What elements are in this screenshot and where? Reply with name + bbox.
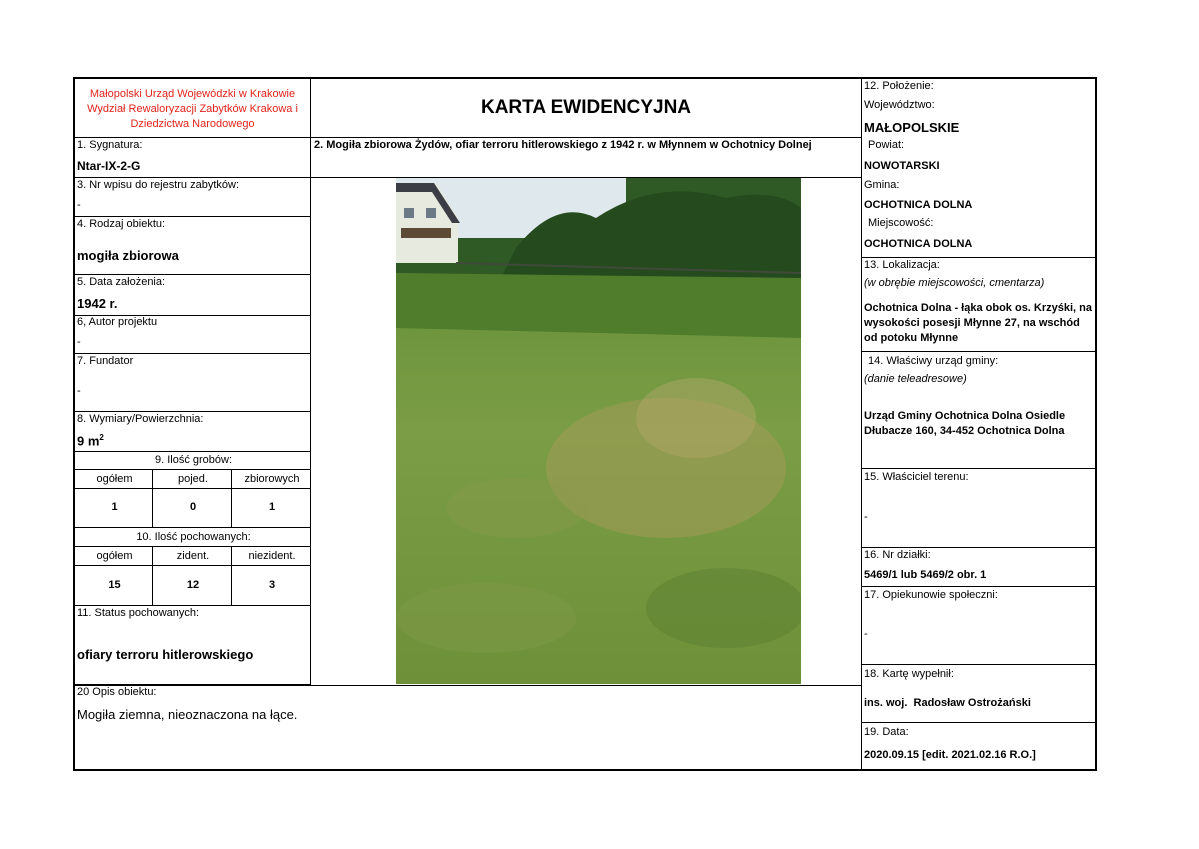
- founded-value: 1942 r.: [77, 296, 118, 311]
- date-value: 2020.09.15 [edit. 2021.02.16 R.O.]: [864, 749, 1036, 761]
- localization-value: Ochotnica Dolna - łąka obok os. Krzyśki, na wysokości posesji Młynne 27, na wschód od potoku Młynne: [864, 302, 1093, 344]
- owner-value: -: [864, 511, 868, 523]
- voivodeship-label: Województwo:: [864, 99, 935, 111]
- county-value: NOWOTARSKI: [864, 160, 940, 172]
- guardians-field: [862, 587, 1095, 665]
- founder-label: 7. Fundator: [77, 355, 134, 367]
- author-value: -: [77, 336, 81, 348]
- register-field: [75, 178, 311, 217]
- founded-field: [75, 275, 311, 315]
- buried-header-unidentified: niezident.: [232, 547, 311, 566]
- buried-value-identified: 12: [153, 566, 232, 606]
- graves-title: 9. Ilość grobów:: [75, 452, 311, 470]
- register-label: 3. Nr wpisu do rejestru zabytków:: [77, 179, 240, 191]
- graves-value-collective: 1: [232, 489, 311, 528]
- guardians-value: -: [864, 628, 868, 640]
- town-value: OCHOTNICA DOLNA: [864, 238, 973, 250]
- author-label: 6, Autor projektu: [77, 316, 158, 328]
- photo-area: [311, 178, 862, 685]
- office-hint: (danie teleadresowe): [864, 373, 967, 385]
- institution-name: Małopolski Urząd Wojewódzki w Krakowie Wydział Rewaloryzacji Zabytków Krakowa i Dziedzictwa Narodowego: [75, 79, 311, 138]
- filled-by-label: 18. Kartę wypełnił:: [864, 668, 954, 680]
- dimensions-label: 8. Wymiary/Powierzchnia:: [77, 413, 204, 425]
- office-label: 14. Właściwy urząd gminy:: [868, 355, 999, 367]
- county-label: Powiat:: [868, 139, 905, 151]
- date-label: 19. Data:: [864, 726, 909, 738]
- localization-label: 13. Lokalizacja:: [864, 259, 940, 271]
- description-value: Mogiła ziemna, nieoznaczona na łące.: [77, 707, 298, 722]
- status-field: [75, 606, 311, 685]
- object-name: 2. Mogiła zbiorowa Żydów, ofiar terroru hitlerowskiego z 1942 r. w Młynnem w Ochotnicy Dolnej: [311, 138, 862, 178]
- object-type-value: mogiła zbiorowa: [77, 248, 179, 263]
- date-field: [862, 723, 1095, 769]
- guardians-label: 17. Opiekunowie społeczni:: [864, 589, 998, 601]
- description-label: 20 Opis obiektu:: [77, 686, 157, 698]
- parcel-field: [862, 548, 1095, 587]
- signature-field: [75, 138, 311, 178]
- town-label: Miejscowość:: [868, 217, 934, 229]
- graves-value-single: 0: [153, 489, 232, 528]
- localization-field: [862, 257, 1095, 352]
- buried-value-unidentified: 3: [232, 566, 311, 606]
- dimensions-value: 9 $m^2$: [77, 433, 104, 449]
- object-type-label: 4. Rodzaj obiektu:: [77, 218, 166, 230]
- owner-label: 15. Właściciel terenu:: [864, 471, 969, 483]
- buried-value-total: 15: [75, 566, 153, 606]
- filled-by-field: [862, 665, 1095, 723]
- author-field: [75, 315, 311, 354]
- object-type-field: [75, 217, 311, 275]
- dimensions-field: [75, 412, 311, 452]
- description-field: [75, 685, 862, 771]
- graves-value-total: 1: [75, 489, 153, 528]
- buried-title: 10. Ilość pochowanych:: [75, 528, 311, 547]
- card-title: KARTA EWIDENCYJNA: [480, 97, 692, 118]
- buried-header-total: ogółem: [75, 547, 153, 566]
- founder-field: [75, 354, 311, 412]
- buried-header-identified: zident.: [153, 547, 232, 566]
- record-card: [73, 77, 1097, 771]
- signature-label: 1. Sygnatura:: [77, 139, 143, 151]
- location-label: 12. Położenie:: [864, 80, 934, 92]
- parcel-value: 5469/1 lub 5469/2 obr. 1: [864, 569, 987, 581]
- grave-photo: [396, 178, 801, 684]
- office-field: [862, 352, 1095, 469]
- founder-value: -: [77, 385, 81, 397]
- commune-value: OCHOTNICA DOLNA: [864, 199, 973, 211]
- graves-header-collective: zbiorowych: [232, 470, 311, 489]
- voivodeship-value: MAŁOPOLSKIE: [864, 120, 960, 135]
- localization-hint: (w obrębie miejscowości, cmentarza): [864, 277, 1045, 289]
- location-field: [862, 79, 1095, 257]
- office-value: Urząd Gminy Ochotnica Dolna Osiedle Dłubacze 160, 34-452 Ochotnica Dolna: [864, 410, 1066, 437]
- filled-by-value: ins. woj. Radosław Ostrożański: [864, 697, 1031, 709]
- register-value: -: [77, 199, 81, 211]
- graves-header-single: pojed.: [153, 470, 232, 489]
- parcel-label: 16. Nr działki:: [864, 549, 931, 561]
- signature-value: Ntar-IX-2-G: [77, 159, 141, 173]
- commune-label: Gmina:: [864, 179, 900, 191]
- founded-label: 5. Data założenia:: [77, 276, 166, 288]
- graves-header-total: ogółem: [75, 470, 153, 489]
- status-value: ofiary terroru hitlerowskiego: [77, 647, 254, 662]
- status-label: 11. Status pochowanych:: [77, 607, 200, 619]
- owner-field: [862, 469, 1095, 548]
- card-title-box: [311, 79, 862, 138]
